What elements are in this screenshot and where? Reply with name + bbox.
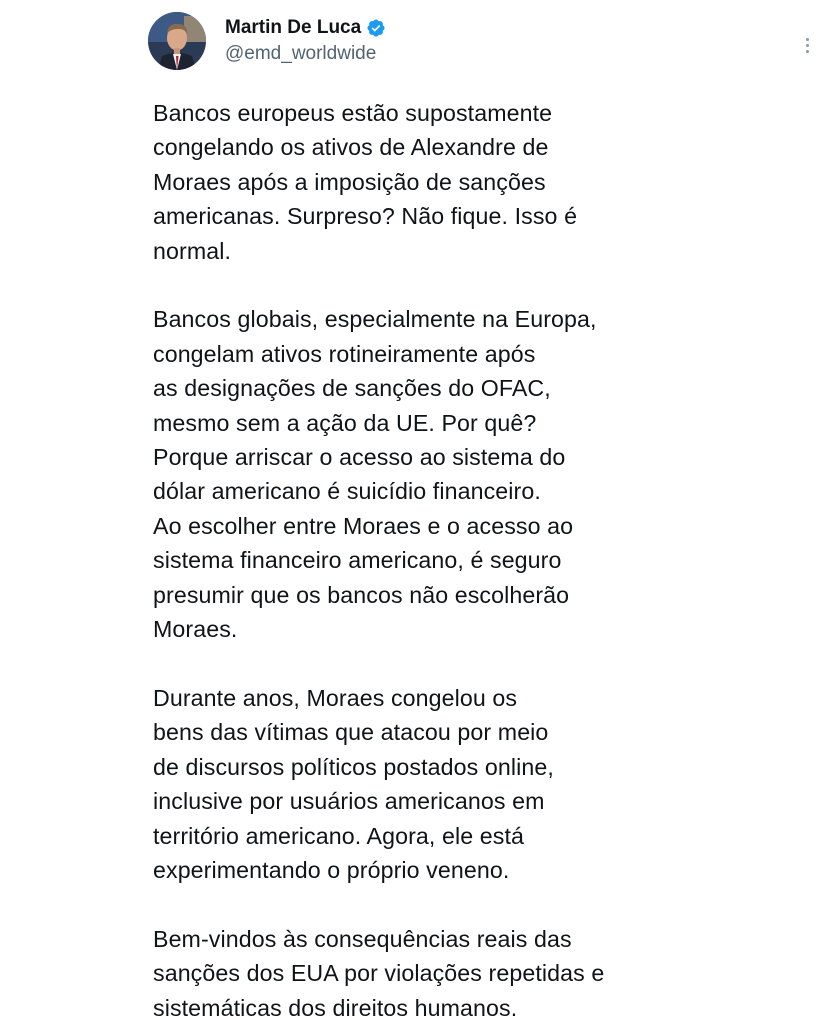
author-names xyxy=(225,14,386,65)
display-name-row xyxy=(225,14,386,41)
tweet-text xyxy=(153,96,713,1024)
verified-badge-icon xyxy=(366,18,386,38)
author-handle[interactable]: @emd_worldwide xyxy=(225,43,377,64)
tweet-paragraph: Bancos globais, especialmente na Europa, congelam ativos rotineiramente após as designações de sanções do OFAC, mesmo sem a ação da UE. Por quê? Porque arriscar o acesso ao sistema do dólar americano é suicídio financeiro. Ao escolher entre Moraes e o acesso ao sistema financeiro americano, é seguro presumir que os bancos não escolherão Moraes. xyxy=(153,306,597,643)
author-display-name[interactable]: Martin De Luca xyxy=(225,16,362,38)
more-vertical-icon[interactable] xyxy=(800,36,814,60)
tweet-paragraph: Bancos europeus estão supostamente congelando os ativos de Alexandre de Moraes após a imposição de sanções americanas. Surpreso? Não fique. Isso é normal. xyxy=(153,100,578,264)
avatar[interactable] xyxy=(148,12,206,70)
tweet-paragraph: Durante anos, Moraes congelou os bens das vítimas que atacou por meio de discursos políticos postados online, inclusive por usuários americanos em território americano. Agora, ele está experimentando o próprio veneno. xyxy=(153,684,554,883)
tweet-paragraph: Bem-vindos às consequências reais das sanções dos EUA por violações repetidas e sistemáticas dos direitos humanos. xyxy=(153,925,605,1021)
tweet-header xyxy=(148,12,708,72)
